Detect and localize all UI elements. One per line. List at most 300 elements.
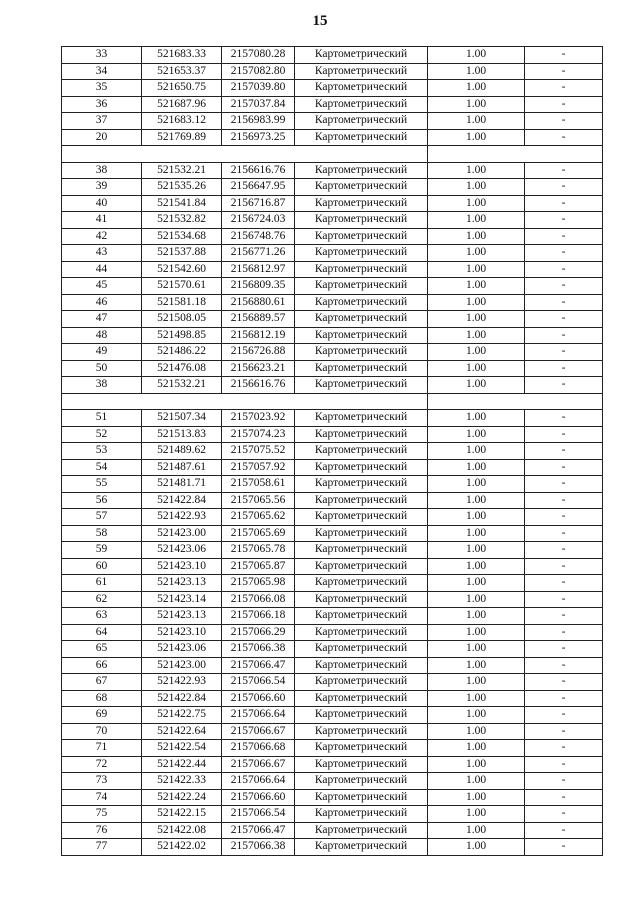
description-cell: - [525, 558, 603, 575]
description-cell: - [525, 245, 603, 262]
table-row [62, 476, 603, 493]
description-cell: - [525, 657, 603, 674]
x-coordinate-cell: 521422.93 [142, 509, 222, 526]
y-coordinate-cell: 2157066.64 [222, 707, 295, 724]
accuracy-cell: 1.00 [428, 294, 525, 311]
y-coordinate-cell: 2157023.92 [222, 410, 295, 427]
point-number-cell: 51 [62, 410, 142, 427]
x-coordinate-cell: 521481.71 [142, 476, 222, 493]
table-row [62, 839, 603, 856]
accuracy-cell: 1.00 [428, 558, 525, 575]
description-cell: - [525, 839, 603, 856]
point-number-cell: 54 [62, 459, 142, 476]
accuracy-cell: 1.00 [428, 740, 525, 757]
point-number-cell: 20 [62, 129, 142, 146]
description-cell: - [525, 690, 603, 707]
y-coordinate-cell: 2157066.60 [222, 690, 295, 707]
method-cell: Картометрический [295, 591, 428, 608]
description-cell: - [525, 294, 603, 311]
description-cell: - [525, 707, 603, 724]
method-cell: Картометрический [295, 113, 428, 130]
table-row [62, 542, 603, 559]
y-coordinate-cell: 2157065.78 [222, 542, 295, 559]
point-number-cell: 52 [62, 426, 142, 443]
y-coordinate-cell: 2157057.92 [222, 459, 295, 476]
x-coordinate-cell: 521570.61 [142, 278, 222, 295]
separator-cell [62, 146, 428, 163]
method-cell: Картометрический [295, 657, 428, 674]
table-row [62, 212, 603, 229]
x-coordinate-cell: 521532.82 [142, 212, 222, 229]
point-number-cell: 65 [62, 641, 142, 658]
y-coordinate-cell: 2156616.76 [222, 377, 295, 394]
accuracy-cell: 1.00 [428, 344, 525, 361]
point-number-cell: 47 [62, 311, 142, 328]
point-number-cell: 34 [62, 63, 142, 80]
point-number-cell: 72 [62, 756, 142, 773]
point-number-cell: 69 [62, 707, 142, 724]
y-coordinate-cell: 2157066.47 [222, 657, 295, 674]
y-coordinate-cell: 2157066.47 [222, 822, 295, 839]
table-row [62, 162, 603, 179]
method-cell: Картометрический [295, 377, 428, 394]
x-coordinate-cell: 521537.88 [142, 245, 222, 262]
method-cell: Картометрический [295, 162, 428, 179]
description-cell: - [525, 773, 603, 790]
accuracy-cell: 1.00 [428, 113, 525, 130]
y-coordinate-cell: 2157082.80 [222, 63, 295, 80]
table-row [62, 525, 603, 542]
description-cell: - [525, 410, 603, 427]
table-separator-row [62, 393, 603, 410]
table-row [62, 80, 603, 97]
y-coordinate-cell: 2157039.80 [222, 80, 295, 97]
accuracy-cell: 1.00 [428, 509, 525, 526]
description-cell: - [525, 63, 603, 80]
x-coordinate-cell: 521423.06 [142, 641, 222, 658]
method-cell: Картометрический [295, 129, 428, 146]
description-cell: - [525, 113, 603, 130]
method-cell: Картометрический [295, 410, 428, 427]
separator-cell [62, 393, 428, 410]
point-number-cell: 76 [62, 822, 142, 839]
description-cell: - [525, 344, 603, 361]
point-number-cell: 43 [62, 245, 142, 262]
method-cell: Картометрический [295, 723, 428, 740]
method-cell: Картометрический [295, 707, 428, 724]
x-coordinate-cell: 521422.02 [142, 839, 222, 856]
description-cell: - [525, 195, 603, 212]
accuracy-cell: 1.00 [428, 690, 525, 707]
description-cell: - [525, 278, 603, 295]
accuracy-cell: 1.00 [428, 162, 525, 179]
coordinates-table-body [62, 47, 603, 856]
page-number: 15 [312, 13, 328, 29]
accuracy-cell: 1.00 [428, 96, 525, 113]
method-cell: Картометрический [295, 443, 428, 460]
y-coordinate-cell: 2156716.87 [222, 195, 295, 212]
point-number-cell: 56 [62, 492, 142, 509]
accuracy-cell: 1.00 [428, 360, 525, 377]
method-cell: Картометрический [295, 261, 428, 278]
point-number-cell: 71 [62, 740, 142, 757]
table-row [62, 47, 603, 64]
x-coordinate-cell: 521534.68 [142, 228, 222, 245]
accuracy-cell: 1.00 [428, 608, 525, 625]
y-coordinate-cell: 2156812.97 [222, 261, 295, 278]
x-coordinate-cell: 521581.18 [142, 294, 222, 311]
x-coordinate-cell: 521422.15 [142, 806, 222, 823]
x-coordinate-cell: 521653.37 [142, 63, 222, 80]
description-cell: - [525, 740, 603, 757]
description-cell: - [525, 624, 603, 641]
description-cell: - [525, 525, 603, 542]
method-cell: Картометрический [295, 839, 428, 856]
y-coordinate-cell: 2157066.64 [222, 773, 295, 790]
point-number-cell: 57 [62, 509, 142, 526]
point-number-cell: 36 [62, 96, 142, 113]
accuracy-cell: 1.00 [428, 311, 525, 328]
description-cell: - [525, 96, 603, 113]
accuracy-cell: 1.00 [428, 278, 525, 295]
y-coordinate-cell: 2156880.61 [222, 294, 295, 311]
x-coordinate-cell: 521532.21 [142, 377, 222, 394]
method-cell: Картометрический [295, 459, 428, 476]
y-coordinate-cell: 2156771.26 [222, 245, 295, 262]
table-row [62, 690, 603, 707]
accuracy-cell: 1.00 [428, 459, 525, 476]
accuracy-cell: 1.00 [428, 806, 525, 823]
table-row [62, 773, 603, 790]
method-cell: Картометрический [295, 542, 428, 559]
x-coordinate-cell: 521422.93 [142, 674, 222, 691]
table-row [62, 707, 603, 724]
y-coordinate-cell: 2157066.67 [222, 723, 295, 740]
description-cell: - [525, 129, 603, 146]
point-number-cell: 48 [62, 327, 142, 344]
table-row [62, 674, 603, 691]
table-row [62, 179, 603, 196]
accuracy-cell: 1.00 [428, 707, 525, 724]
x-coordinate-cell: 521507.34 [142, 410, 222, 427]
y-coordinate-cell: 2157066.29 [222, 624, 295, 641]
table-row [62, 96, 603, 113]
description-cell: - [525, 806, 603, 823]
table-row [62, 558, 603, 575]
table-row [62, 575, 603, 592]
x-coordinate-cell: 521513.83 [142, 426, 222, 443]
x-coordinate-cell: 521423.14 [142, 591, 222, 608]
x-coordinate-cell: 521423.13 [142, 575, 222, 592]
y-coordinate-cell: 2156809.35 [222, 278, 295, 295]
method-cell: Картометрический [295, 789, 428, 806]
y-coordinate-cell: 2157066.68 [222, 740, 295, 757]
method-cell: Картометрический [295, 228, 428, 245]
y-coordinate-cell: 2157065.62 [222, 509, 295, 526]
point-number-cell: 44 [62, 261, 142, 278]
accuracy-cell: 1.00 [428, 723, 525, 740]
accuracy-cell: 1.00 [428, 591, 525, 608]
y-coordinate-cell: 2157066.67 [222, 756, 295, 773]
description-cell: - [525, 426, 603, 443]
method-cell: Картометрический [295, 245, 428, 262]
accuracy-cell: 1.00 [428, 657, 525, 674]
description-cell: - [525, 789, 603, 806]
point-number-cell: 45 [62, 278, 142, 295]
accuracy-cell: 1.00 [428, 789, 525, 806]
table-row [62, 327, 603, 344]
x-coordinate-cell: 521422.24 [142, 789, 222, 806]
table-row [62, 426, 603, 443]
method-cell: Картометрический [295, 575, 428, 592]
table-row [62, 608, 603, 625]
y-coordinate-cell: 2156748.76 [222, 228, 295, 245]
table-row [62, 657, 603, 674]
description-cell: - [525, 822, 603, 839]
x-coordinate-cell: 521532.21 [142, 162, 222, 179]
accuracy-cell: 1.00 [428, 822, 525, 839]
method-cell: Картометрический [295, 492, 428, 509]
description-cell: - [525, 80, 603, 97]
description-cell: - [525, 542, 603, 559]
table-row [62, 443, 603, 460]
accuracy-cell: 1.00 [428, 492, 525, 509]
table-row [62, 740, 603, 757]
description-cell: - [525, 756, 603, 773]
method-cell: Картометрический [295, 294, 428, 311]
table-row [62, 492, 603, 509]
accuracy-cell: 1.00 [428, 80, 525, 97]
method-cell: Картометрический [295, 311, 428, 328]
x-coordinate-cell: 521687.96 [142, 96, 222, 113]
accuracy-cell: 1.00 [428, 410, 525, 427]
point-number-cell: 38 [62, 377, 142, 394]
point-number-cell: 41 [62, 212, 142, 229]
table-separator-row [62, 146, 603, 163]
method-cell: Картометрический [295, 80, 428, 97]
accuracy-cell: 1.00 [428, 327, 525, 344]
method-cell: Картометрический [295, 806, 428, 823]
description-cell: - [525, 162, 603, 179]
x-coordinate-cell: 521683.12 [142, 113, 222, 130]
point-number-cell: 77 [62, 839, 142, 856]
y-coordinate-cell: 2157065.56 [222, 492, 295, 509]
description-cell: - [525, 608, 603, 625]
description-cell: - [525, 360, 603, 377]
x-coordinate-cell: 521542.60 [142, 261, 222, 278]
method-cell: Картометрический [295, 641, 428, 658]
accuracy-cell: 1.00 [428, 228, 525, 245]
point-number-cell: 70 [62, 723, 142, 740]
point-number-cell: 63 [62, 608, 142, 625]
accuracy-cell: 1.00 [428, 261, 525, 278]
y-coordinate-cell: 2156616.76 [222, 162, 295, 179]
method-cell: Картометрический [295, 525, 428, 542]
accuracy-cell: 1.00 [428, 542, 525, 559]
method-cell: Картометрический [295, 426, 428, 443]
point-number-cell: 66 [62, 657, 142, 674]
y-coordinate-cell: 2157065.69 [222, 525, 295, 542]
description-cell: - [525, 674, 603, 691]
method-cell: Картометрический [295, 195, 428, 212]
y-coordinate-cell: 2156724.03 [222, 212, 295, 229]
point-number-cell: 64 [62, 624, 142, 641]
point-number-cell: 33 [62, 47, 142, 64]
accuracy-cell: 1.00 [428, 212, 525, 229]
accuracy-cell: 1.00 [428, 443, 525, 460]
x-coordinate-cell: 521422.84 [142, 690, 222, 707]
point-number-cell: 53 [62, 443, 142, 460]
table-row [62, 624, 603, 641]
y-coordinate-cell: 2157066.18 [222, 608, 295, 625]
separator-cell [428, 146, 603, 163]
x-coordinate-cell: 521422.75 [142, 707, 222, 724]
point-number-cell: 46 [62, 294, 142, 311]
x-coordinate-cell: 521487.61 [142, 459, 222, 476]
description-cell: - [525, 261, 603, 278]
x-coordinate-cell: 521423.10 [142, 624, 222, 641]
accuracy-cell: 1.00 [428, 641, 525, 658]
point-number-cell: 61 [62, 575, 142, 592]
point-number-cell: 75 [62, 806, 142, 823]
x-coordinate-cell: 521489.62 [142, 443, 222, 460]
method-cell: Картометрический [295, 63, 428, 80]
method-cell: Картометрический [295, 773, 428, 790]
accuracy-cell: 1.00 [428, 179, 525, 196]
method-cell: Картометрический [295, 822, 428, 839]
description-cell: - [525, 641, 603, 658]
description-cell: - [525, 327, 603, 344]
method-cell: Картометрический [295, 608, 428, 625]
point-number-cell: 42 [62, 228, 142, 245]
table-row [62, 723, 603, 740]
table-row [62, 63, 603, 80]
accuracy-cell: 1.00 [428, 756, 525, 773]
accuracy-cell: 1.00 [428, 63, 525, 80]
x-coordinate-cell: 521683.33 [142, 47, 222, 64]
method-cell: Картометрический [295, 360, 428, 377]
point-number-cell: 60 [62, 558, 142, 575]
description-cell: - [525, 443, 603, 460]
y-coordinate-cell: 2157066.60 [222, 789, 295, 806]
table-row [62, 195, 603, 212]
method-cell: Картометрический [295, 96, 428, 113]
method-cell: Картометрический [295, 47, 428, 64]
x-coordinate-cell: 521423.13 [142, 608, 222, 625]
point-number-cell: 55 [62, 476, 142, 493]
table-row [62, 756, 603, 773]
method-cell: Картометрический [295, 740, 428, 757]
method-cell: Картометрический [295, 212, 428, 229]
x-coordinate-cell: 521422.84 [142, 492, 222, 509]
table-row [62, 344, 603, 361]
y-coordinate-cell: 2156889.57 [222, 311, 295, 328]
point-number-cell: 67 [62, 674, 142, 691]
accuracy-cell: 1.00 [428, 47, 525, 64]
y-coordinate-cell: 2157065.98 [222, 575, 295, 592]
table-row [62, 789, 603, 806]
method-cell: Картометрический [295, 690, 428, 707]
method-cell: Картометрический [295, 509, 428, 526]
table-row [62, 591, 603, 608]
point-number-cell: 37 [62, 113, 142, 130]
description-cell: - [525, 212, 603, 229]
y-coordinate-cell: 2156973.25 [222, 129, 295, 146]
table-row [62, 410, 603, 427]
x-coordinate-cell: 521423.00 [142, 525, 222, 542]
accuracy-cell: 1.00 [428, 476, 525, 493]
point-number-cell: 74 [62, 789, 142, 806]
y-coordinate-cell: 2157066.08 [222, 591, 295, 608]
y-coordinate-cell: 2157066.54 [222, 806, 295, 823]
x-coordinate-cell: 521650.75 [142, 80, 222, 97]
x-coordinate-cell: 521422.64 [142, 723, 222, 740]
method-cell: Картометрический [295, 327, 428, 344]
x-coordinate-cell: 521422.33 [142, 773, 222, 790]
accuracy-cell: 1.00 [428, 773, 525, 790]
table-row [62, 641, 603, 658]
accuracy-cell: 1.00 [428, 195, 525, 212]
table-row [62, 261, 603, 278]
x-coordinate-cell: 521423.10 [142, 558, 222, 575]
description-cell: - [525, 509, 603, 526]
table-row [62, 377, 603, 394]
y-coordinate-cell: 2157065.87 [222, 558, 295, 575]
x-coordinate-cell: 521422.54 [142, 740, 222, 757]
point-number-cell: 38 [62, 162, 142, 179]
y-coordinate-cell: 2157037.84 [222, 96, 295, 113]
table-row [62, 360, 603, 377]
accuracy-cell: 1.00 [428, 575, 525, 592]
y-coordinate-cell: 2157058.61 [222, 476, 295, 493]
table-row [62, 509, 603, 526]
accuracy-cell: 1.00 [428, 129, 525, 146]
method-cell: Картометрический [295, 476, 428, 493]
point-number-cell: 73 [62, 773, 142, 790]
x-coordinate-cell: 521423.06 [142, 542, 222, 559]
description-cell: - [525, 47, 603, 64]
point-number-cell: 68 [62, 690, 142, 707]
table-row [62, 278, 603, 295]
point-number-cell: 50 [62, 360, 142, 377]
description-cell: - [525, 228, 603, 245]
accuracy-cell: 1.00 [428, 426, 525, 443]
accuracy-cell: 1.00 [428, 245, 525, 262]
accuracy-cell: 1.00 [428, 839, 525, 856]
table-row [62, 806, 603, 823]
x-coordinate-cell: 521508.05 [142, 311, 222, 328]
description-cell: - [525, 723, 603, 740]
y-coordinate-cell: 2156726.88 [222, 344, 295, 361]
description-cell: - [525, 492, 603, 509]
y-coordinate-cell: 2157066.38 [222, 641, 295, 658]
coordinates-table [61, 46, 603, 856]
method-cell: Картометрический [295, 558, 428, 575]
method-cell: Картометрический [295, 756, 428, 773]
x-coordinate-cell: 521422.08 [142, 822, 222, 839]
method-cell: Картометрический [295, 179, 428, 196]
point-number-cell: 58 [62, 525, 142, 542]
y-coordinate-cell: 2156623.21 [222, 360, 295, 377]
description-cell: - [525, 459, 603, 476]
y-coordinate-cell: 2157066.38 [222, 839, 295, 856]
table-row [62, 822, 603, 839]
accuracy-cell: 1.00 [428, 525, 525, 542]
x-coordinate-cell: 521423.00 [142, 657, 222, 674]
x-coordinate-cell: 521498.85 [142, 327, 222, 344]
point-number-cell: 49 [62, 344, 142, 361]
accuracy-cell: 1.00 [428, 624, 525, 641]
